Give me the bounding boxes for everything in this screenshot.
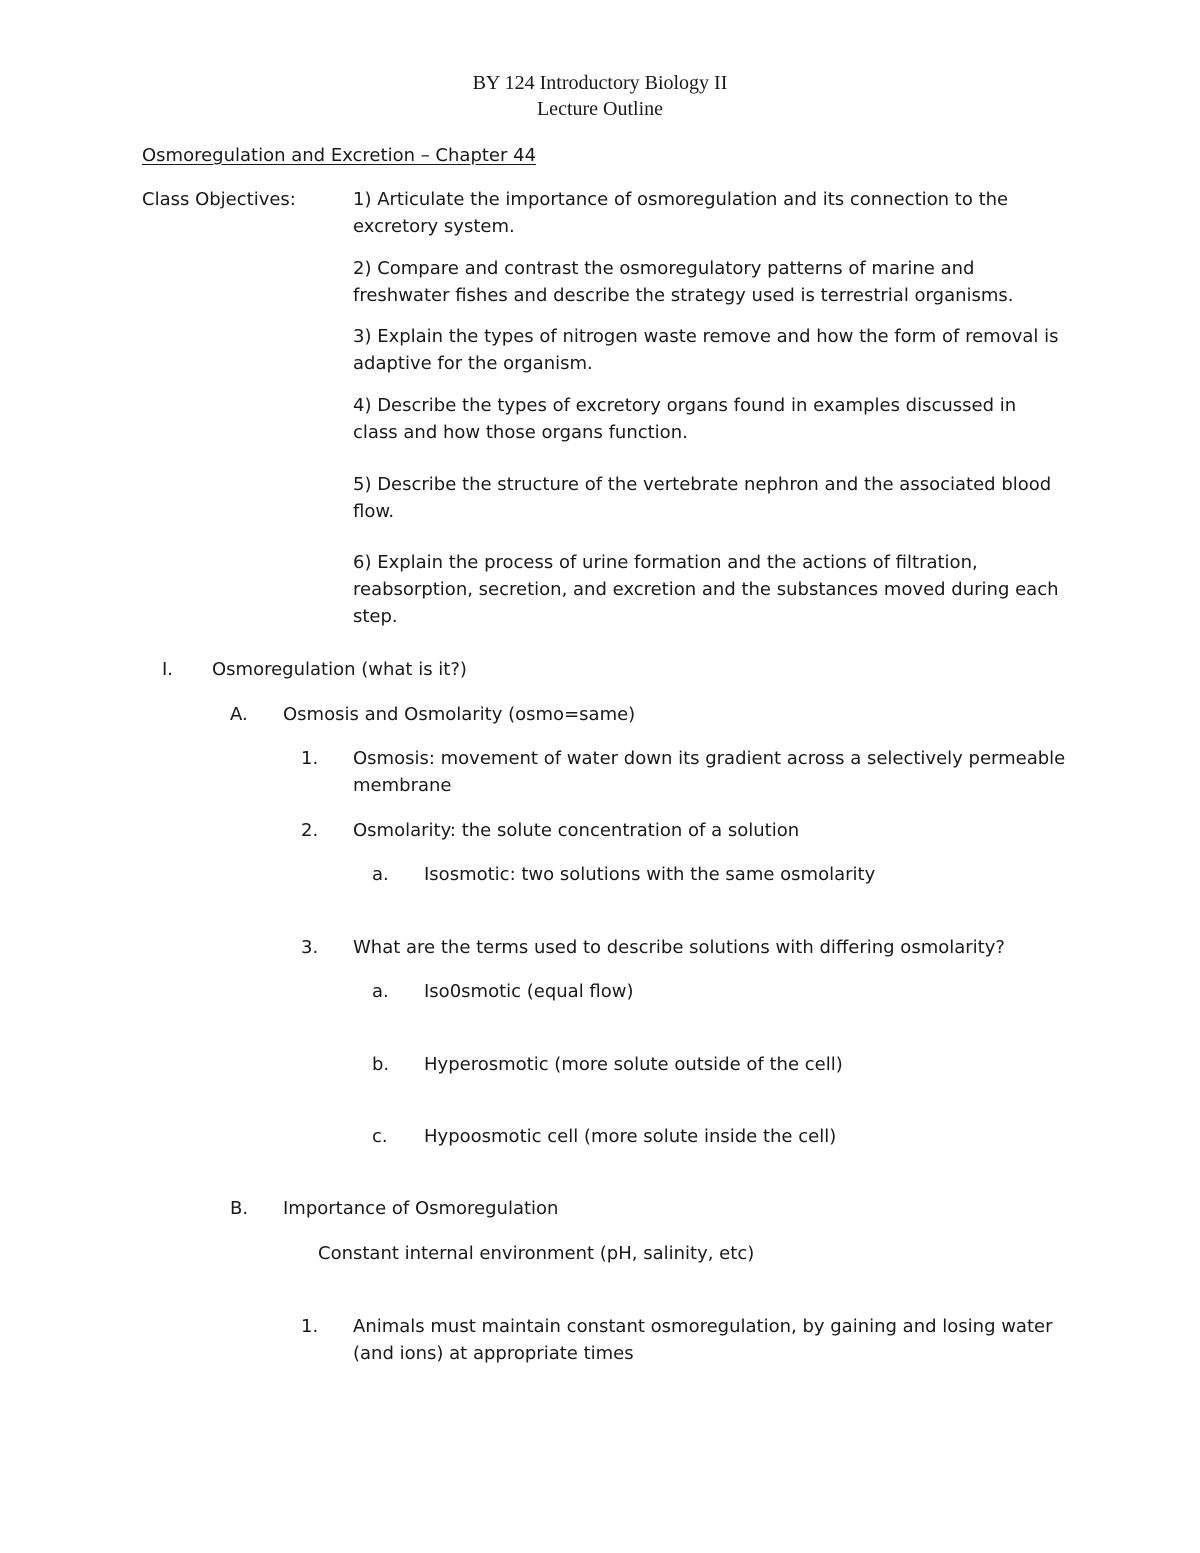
outline-marker-letter: B. <box>230 1198 249 1219</box>
outline-subitem-isosmotic: Isosmotic: two solutions with the same osmolarity <box>424 864 876 885</box>
objective-item: 4) Describe the types of excretory organs found in examples discussed in class and how those organs function. <box>353 395 1017 443</box>
outline-item-osmosis-cont: membrane <box>353 775 452 796</box>
outline-note-internal-environment: Constant internal environment (pH, salinity, etc) <box>318 1243 755 1264</box>
outline-marker-roman: I. <box>162 659 174 680</box>
outline-item-maintain-osmoregulation-cont: (and ions) at appropriate times <box>353 1343 634 1364</box>
objective-item: 1) Articulate the importance of osmoregulation and its connection to the excretory system. <box>353 189 1009 237</box>
outline-subitem-hyperosmotic: Hyperosmotic (more solute outside of the cell) <box>424 1054 843 1075</box>
outline-marker-sub: c. <box>372 1126 388 1147</box>
objective-item: 3) Explain the types of nitrogen waste remove and how the form of removal is adaptive for the organism. <box>353 326 1059 374</box>
outline-marker-sub: a. <box>372 981 389 1002</box>
outline-heading-osmoregulation: Osmoregulation (what is it?) <box>212 659 467 680</box>
objective-item: 6) Explain the process of urine formation and the actions of filtration, reabsorption, secretion, and excretion and the substances moved during each step. <box>353 552 1059 627</box>
outline-item-maintain-osmoregulation: Animals must maintain constant osmoregulation, by gaining and losing water <box>353 1316 1053 1337</box>
outline-subheading-osmosis: Osmosis and Osmolarity (osmo=same) <box>283 704 636 725</box>
outline-subitem-hypoosmotic: Hypoosmotic cell (more solute inside the cell) <box>424 1126 837 1147</box>
outline-marker-number: 2. <box>301 820 319 841</box>
outline-marker-number: 1. <box>301 748 319 769</box>
course-title: BY 124 Introductory Biology II <box>472 72 728 94</box>
outline-subitem-iso0smotic: Iso0smotic (equal flow) <box>424 981 634 1002</box>
outline-item-terms-question: What are the terms used to describe solutions with differing osmolarity? <box>353 937 1005 958</box>
outline-marker-sub: b. <box>372 1054 390 1075</box>
outline-subheading-importance: Importance of Osmoregulation <box>283 1198 559 1219</box>
objective-item: 2) Compare and contrast the osmoregulatory patterns of marine and freshwater fishes and describe the strategy used is terrestrial organisms. <box>353 258 1014 306</box>
section-title: Osmoregulation and Excretion – Chapter 44 <box>142 145 537 166</box>
outline-marker-letter: A. <box>230 704 248 725</box>
outline-marker-sub: a. <box>372 864 389 885</box>
objective-item: 5) Describe the structure of the vertebrate nephron and the associated blood flow. <box>353 474 1052 522</box>
outline-item-osmosis: Osmosis: movement of water down its gradient across a selectively permeable <box>353 748 1066 769</box>
document-subtitle: Lecture Outline <box>536 98 664 120</box>
outline-marker-number: 1. <box>301 1316 319 1337</box>
outline-item-osmolarity: Osmolarity: the solute concentration of a solution <box>353 820 800 841</box>
outline-marker-number: 3. <box>301 937 319 958</box>
objectives-label: Class Objectives: <box>142 189 296 210</box>
